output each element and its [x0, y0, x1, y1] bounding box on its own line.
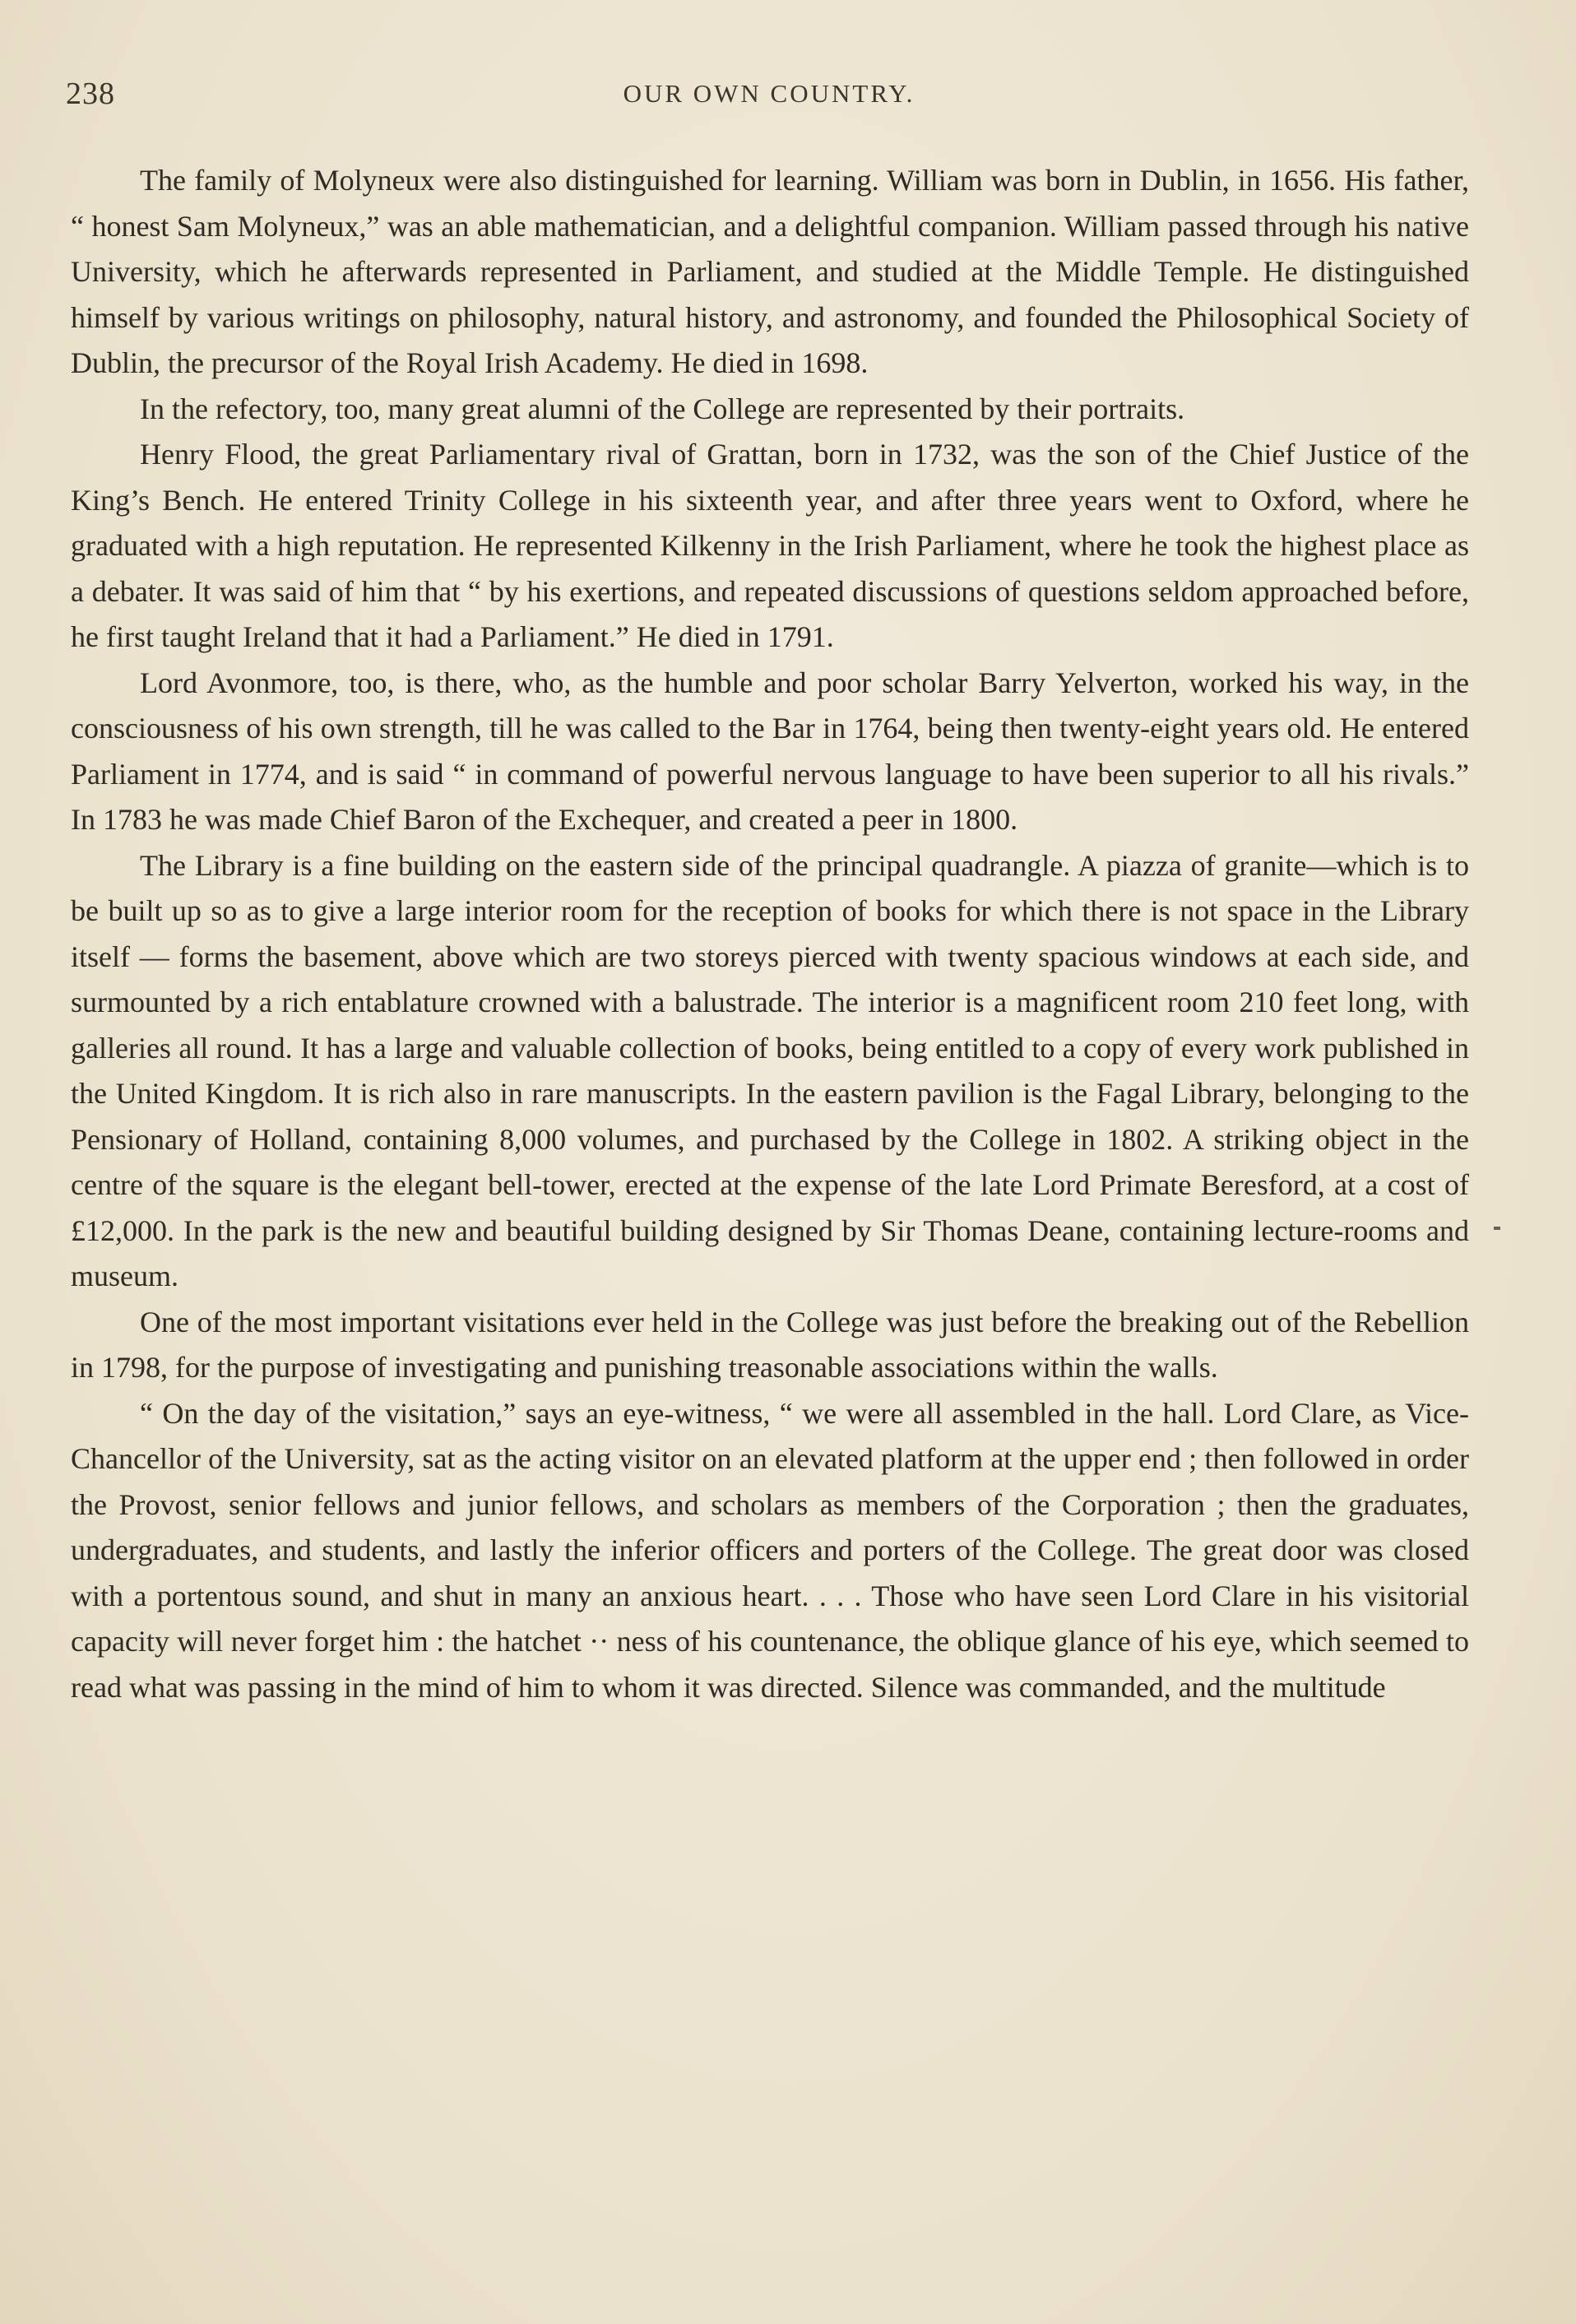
margin-speck [1494, 1227, 1500, 1230]
body-text [71, 158, 1469, 1710]
paragraph-henry-flood: Henry Flood, the great Parliamentary rival of Grattan, born in 1732, was the son of the Chief Justice of the King’s Bench. He entered Trinity College in his sixteenth year, and after three years went to Oxford, where he graduated with a high reputation. He represented Kilkenny in the Irish Parliament, where he took the highest place as a debater. It was said of him that “ by his exertions, and repeated discussions of questions seldom approached before, he first taught Ireland that it had a Parliament.” He died in 1791. [71, 438, 1469, 653]
paragraph-refectory: In the refectory, too, many great alumni of the College are represented by their portraits. [140, 392, 1185, 425]
page-number: 238 [66, 77, 115, 111]
paragraph-library: The Library is a fine building on the eastern side of the principal quadrangle. A piazza of granite—which is to be built up so as to give a large interior room for the reception of books for which there is not space in the Library itself — forms the basement, above which are two storeys pierced with twenty spacious windows at each side, and surmounted by a rich entablature crowned with a balustrade. The interior is a magnificent room 210 feet long, with galleries all round. It has a large and valuable collection of books, being entitled to a copy of every work published in the United Kingdom. It is rich also in rare manuscripts. In the eastern pavilion is the Fagal Library, belonging to the Pensionary of Holland, containing 8,000 volumes, and purchased by the College in 1802. A striking object in the centre of the square is the elegant bell-tower, erected at the expense of the late Lord Primate Beresford, at a cost of £12,000. In the park is the new and beautiful building designed by Sir Thomas Deane, containing lecture-rooms and museum. [71, 848, 1469, 1292]
page-header [66, 76, 1472, 117]
paragraph-lord-avonmore: Lord Avonmore, too, is there, who, as the humble and poor scholar Barry Yelverton, worked his way, in the consciousness of his own strength, till he was called to the Bar in 1764, being then twenty-eight years old. He entered Parliament in 1774, and is said “ in command of powerful nervous language to have been superior to all his rivals.” In 1783 he was made Chief Baron of the Exchequer, and created a peer in 1800. [71, 666, 1469, 836]
running-title: OUR OWN COUNTRY. [623, 79, 915, 108]
paragraph-eyewitness-quote: “ On the day of the visitation,” says an eye-witness, “ we were all assembled in the hall. Lord Clare, as Vice-Chancellor of the University, sat as the acting visitor on an elevated platform at the upper end ; then followed in order the Provost, senior fellows and junior fellows, and scholars as members of the Corporation ; then the graduates, undergraduates, and students, and lastly the inferior officers and porters of the College. The great door was closed with a portentous sound, and shut in many an anxious heart. . . . Those who have seen Lord Clare in his visitorial capacity will never forget him : the hatchet ·· ness of his countenance, the oblique glance of his eye, which seemed to read what was passing in the mind of him to whom it was directed. Silence was commanded, and the multitude [71, 1396, 1469, 1704]
paragraph-visitation: One of the most important visitations ever held in the College was just before the breaking out of the Rebellion in 1798, for the purpose of investigating and punishing treasonable associations within the walls. [71, 1305, 1469, 1384]
paragraph-molyneux: The family of Molyneux were also distinguished for learning. William was born in Dublin, in 1656. His father, “ honest Sam Molyneux,” was an able mathematician, and a delightful companion. William passed through his native University, which he afterwards represented in Parliament, and studied at the Middle Temple. He distinguished himself by various writings on philosophy, natural history, and astronomy, and founded the Philosophical Society of Dublin, the precursor of the Royal Irish Academy. He died in 1698. [71, 164, 1469, 379]
